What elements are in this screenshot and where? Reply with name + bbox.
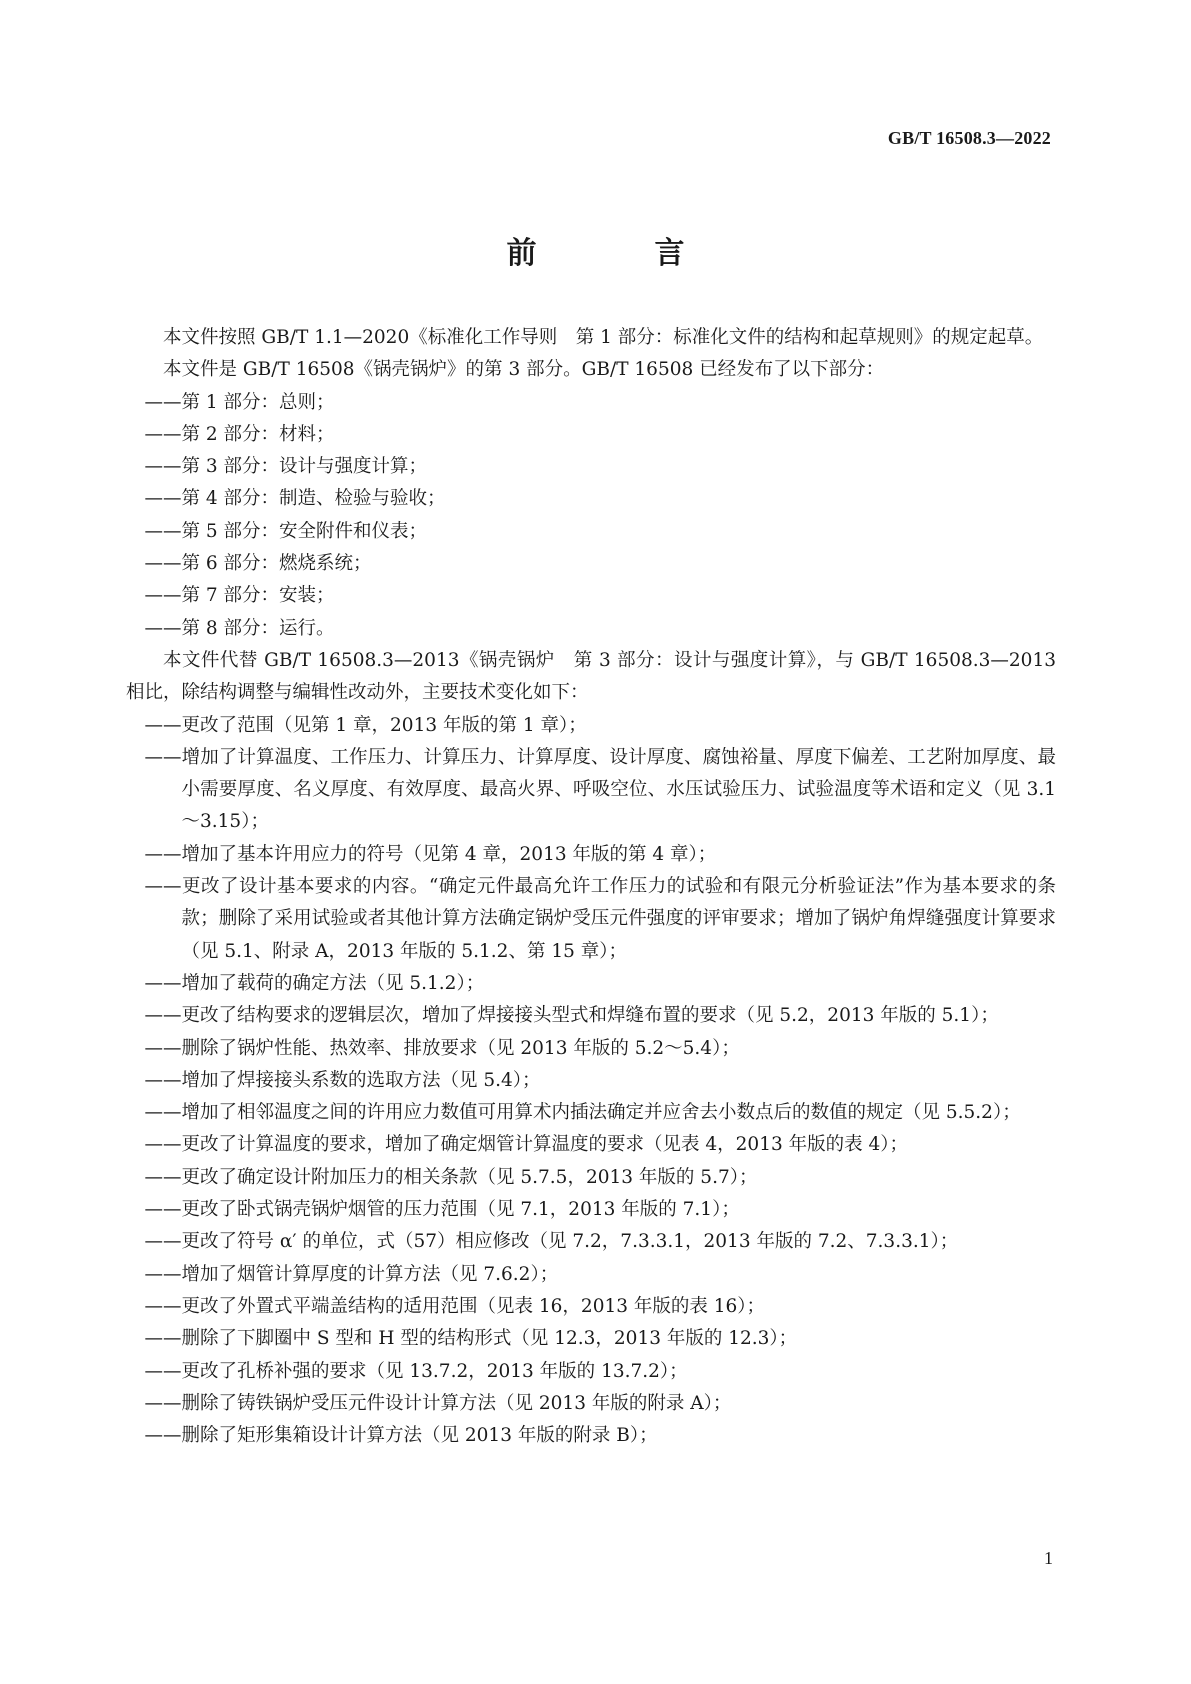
dash-marker: —— [144,876,182,898]
dash-marker: —— [144,1134,182,1156]
list-item: ——第 2 部分：材料； [126,419,1056,451]
list-item: ——增加了烟管计算厚度的计算方法（见 7.6.2）； [126,1259,1056,1291]
dash-marker: —— [144,1392,182,1414]
list-item: ——增加了相邻温度之间的许用应力数值可用算术内插法确定并应舍去小数点后的数值的规定（见 5.5.2）； [126,1097,1056,1129]
dash-marker: —— [144,972,182,994]
list-item: ——删除了下脚圈中 S 型和 H 型的结构形式（见 12.3，2013 年版的 12.3）； [126,1323,1056,1355]
dash-marker: —— [144,391,182,413]
standard-code: GB/T 16508.3—2022 [887,128,1051,148]
list-item: ——增加了载荷的确定方法（见 5.1.2）； [126,968,1056,1000]
dash-marker: —— [144,553,182,575]
list-item: ——第 5 部分：安全附件和仪表； [126,516,1056,548]
list-item: ——第 6 部分：燃烧系统； [126,548,1056,580]
dash-marker: —— [144,1005,182,1027]
list-item: ——更改了符号 α′ 的单位，式（57）相应修改（见 7.2，7.3.3.1，2013 年版的 7.2、7.3.3.1）； [126,1226,1056,1258]
list-item: ——增加了计算温度、工作压力、计算压力、计算厚度、设计厚度、腐蚀裕量、厚度下偏差、工艺附加厚度、最小需要厚度、名义厚度、有效厚度、最高火界、呼吸空位、水压试验压力、试验温度等术语和定义（见 3.1～3.15）； [126,742,1056,839]
list-item: ——更改了设计基本要求的内容。“确定元件最高允许工作压力的试验和有限元分析验证法”作为基本要求的条款；删除了采用试验或者其他计算方法确定锅炉受压元件强度的评审要求；增加了锅炉角焊缝强度计算要求（见 5.1、附录 A，2013 年版的 5.1.2、第 15 章）； [126,871,1056,968]
page-number: 1 [1044,1548,1053,1568]
dash-marker: —— [144,520,182,542]
list-item: ——更改了计算温度的要求，增加了确定烟管计算温度的要求（见表 4，2013 年版的表 4）； [126,1129,1056,1161]
dash-marker: —— [144,488,182,510]
list-item: ——第 7 部分：安装； [126,580,1056,612]
dash-marker: —— [144,1102,182,1124]
dash-marker: —— [144,1328,182,1350]
dash-marker: —— [144,1231,182,1253]
paragraph-parts-intro: 本文件是 GB/T 16508《锅壳锅炉》的第 3 部分。GB/T 16508 已经发布了以下部分： [163,359,885,381]
dash-marker: —— [144,714,182,736]
dash-marker: —— [144,1069,182,1091]
parts-list [126,387,1056,645]
list-item: ——更改了确定设计附加压力的相关条款（见 5.7.5，2013 年版的 5.7）； [126,1162,1056,1194]
list-item: ——第 4 部分：制造、检验与验收； [126,483,1056,515]
dash-marker: —— [144,1360,182,1382]
paragraph-drafting-rules: 本文件按照 GB/T 1.1—2020《标准化工作导则 第 1 部分：标准化文件的结构和起草规则》的规定起草。 [163,327,1044,348]
dash-marker: —— [144,1295,182,1317]
list-item: ——第 3 部分：设计与强度计算； [126,451,1056,483]
dash-marker: —— [144,617,182,639]
dash-marker: —— [144,585,182,607]
list-item: ——第 8 部分：运行。 [126,613,1056,645]
list-item: ——更改了外置式平端盖结构的适用范围（见表 16，2013 年版的表 16）； [126,1291,1056,1323]
list-item: ——增加了基本许用应力的符号（见第 4 章，2013 年版的第 4 章）； [126,839,1056,871]
list-item: ——更改了范围（见第 1 章，2013 年版的第 1 章）； [126,710,1056,742]
dash-marker: —— [144,1263,182,1285]
body-content [126,322,1056,1452]
dash-marker: —— [144,1425,182,1447]
section-title: 前 言 [506,236,729,271]
list-item: ——第 1 部分：总则； [126,387,1056,419]
list-item: ——更改了孔桥补强的要求（见 13.7.2，2013 年版的 13.7.2）； [126,1356,1056,1388]
dash-marker: —— [144,423,182,445]
dash-marker: —— [144,1199,182,1221]
list-item: ——删除了铸铁锅炉受压元件设计计算方法（见 2013 年版的附录 A）； [126,1388,1056,1420]
list-item: ——增加了焊接接头系数的选取方法（见 5.4）； [126,1065,1056,1097]
dash-marker: —— [144,1166,182,1188]
dash-marker: —— [144,1037,182,1059]
dash-marker: —— [144,746,182,768]
list-item: ——删除了锅炉性能、热效率、排放要求（见 2013 年版的 5.2～5.4）； [126,1033,1056,1065]
list-item: ——更改了卧式锅壳锅炉烟管的压力范围（见 7.1，2013 年版的 7.1）； [126,1194,1056,1226]
paragraph-replacement: 本文件代替 GB/T 16508.3—2013《锅壳锅炉 第 3 部分：设计与强度计算》，与 GB/T 16508.3—2013 相比，除结构调整与编辑性改动外，主要技术变化如下： [126,649,1056,704]
list-item: ——更改了结构要求的逻辑层次，增加了焊接接头型式和焊缝布置的要求（见 5.2，2013 年版的 5.1）； [126,1000,1056,1032]
changes-list [126,710,1056,1453]
dash-marker: —— [144,456,182,478]
list-item: ——删除了矩形集箱设计计算方法（见 2013 年版的附录 B）； [126,1420,1056,1452]
dash-marker: —— [144,843,182,865]
